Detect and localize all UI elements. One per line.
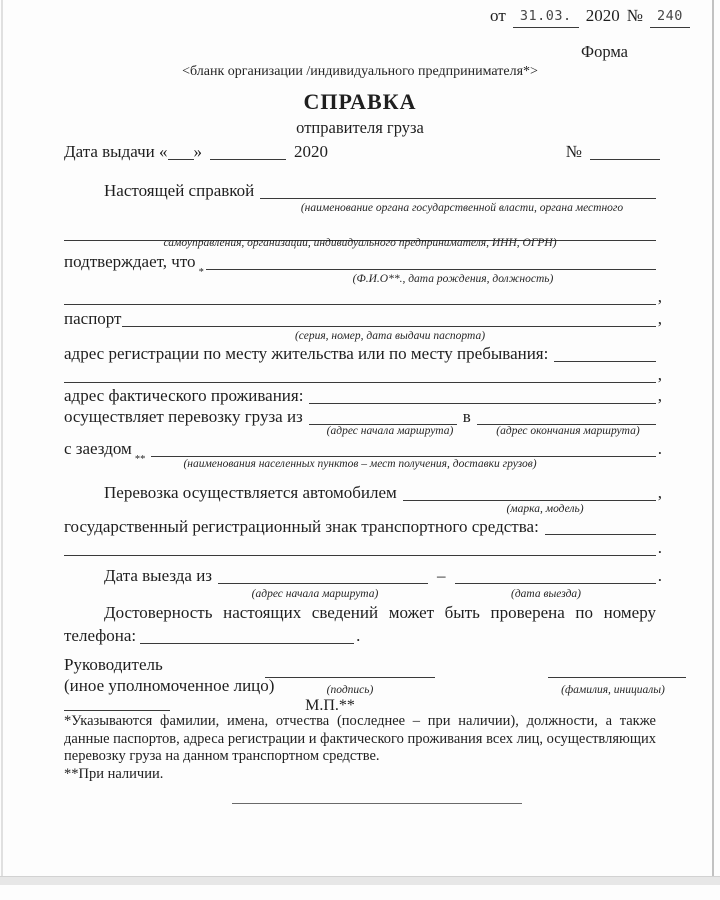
date-year: 2020	[585, 6, 620, 25]
issue-number-blank	[590, 144, 660, 160]
date-blank-bottom	[64, 710, 170, 711]
verification-line: Достоверность настоящих сведений может быть проверена по номеру	[104, 603, 656, 622]
intro-label: Настоящей справкой	[104, 181, 255, 200]
vehicle-label: Перевозка осуществляется автомобилем	[104, 483, 397, 502]
confirm-row: подтверждает, что *	[64, 251, 656, 273]
trailing-period: .	[657, 538, 662, 557]
confirm-continuation-row	[64, 286, 662, 308]
signatory-title-line1: Руководитель	[64, 655, 163, 674]
page-right-edge	[712, 0, 714, 876]
departure-row	[64, 565, 662, 587]
confirm-caption: (Ф.И.О**., дата рождения, должность)	[352, 273, 554, 285]
plate-continuation-blank	[64, 540, 656, 556]
detour-caption: (наименования населенных пунктов – мест получения, доставки грузов)	[183, 458, 537, 470]
trailing-period: .	[657, 566, 662, 585]
registration-label: адрес регистрации по месту жительства или по месту пребывания:	[64, 344, 549, 363]
departure-start-caption: (адрес начала маршрута)	[251, 588, 379, 600]
route-label: осуществляет перевозку груза из	[64, 407, 303, 426]
footnote-double-asterisk: **При наличии.	[64, 766, 164, 782]
doc-date-number-row	[490, 4, 690, 28]
route-start-blank	[309, 409, 457, 425]
route-end-caption: (адрес окончания маршрута)	[496, 425, 640, 437]
number-field	[650, 3, 690, 28]
signature-caption: (подпись)	[326, 684, 374, 696]
confirm-label: подтверждает, что	[64, 252, 196, 271]
bottom-separator-line	[232, 803, 522, 804]
number-value: 240	[657, 8, 683, 24]
intro-caption-1: (наименование органа государственной власти, органа местного	[300, 202, 624, 214]
detour-blank	[151, 441, 655, 457]
doc-subtitle: отправителя груза	[296, 118, 424, 137]
registration-blank	[554, 346, 656, 362]
vehicle-blank	[403, 485, 656, 501]
date-field	[513, 3, 579, 28]
phone-blank	[140, 628, 354, 644]
route-start-caption: (адрес начала маршрута)	[326, 425, 454, 437]
letterhead-placeholder: <бланк организации /индивидуального предпринимателя*>	[182, 64, 538, 79]
plate-row	[64, 516, 656, 538]
passport-label: паспорт	[64, 309, 122, 328]
vehicle-row	[64, 482, 662, 504]
issue-date-row	[64, 141, 660, 163]
residence-blank	[309, 388, 655, 404]
residence-row	[64, 385, 662, 407]
passport-blank	[122, 311, 656, 327]
plate-label: государственный регистрационный знак транспортного средства:	[64, 517, 539, 536]
name-blank	[548, 677, 686, 678]
form-label: Форма	[581, 42, 628, 61]
footnote-asterisk: *Указываются фамилии, имена, отчества (последнее – при наличии), должности, а также данные паспортов, адреса регистрации и фактического проживания всех лиц, осуществляющих перевозку груза на данном транспортном средстве.	[64, 713, 656, 764]
page-break-band	[0, 876, 720, 885]
confirm-continuation-blank	[64, 289, 656, 305]
residence-label: адрес фактического проживания:	[64, 386, 304, 405]
registration-continuation-row	[64, 364, 662, 386]
issue-date-label: Дата выдачи «	[64, 142, 168, 161]
signature-blank	[265, 677, 435, 678]
departure-start-blank	[218, 568, 428, 584]
trailing-comma: ,	[657, 483, 662, 502]
departure-date-blank	[455, 568, 656, 584]
intro-row	[64, 180, 656, 202]
trailing-period: .	[356, 626, 361, 645]
trailing-comma: ,	[657, 365, 662, 384]
registration-continuation-blank	[64, 367, 656, 383]
phone-label: телефона:	[64, 626, 137, 645]
detour-row: с заездом ** .	[64, 439, 662, 465]
departure-dash: –	[437, 566, 446, 585]
phone-row	[64, 625, 656, 647]
trailing-comma: ,	[657, 309, 662, 328]
issue-number-sign: №	[565, 142, 582, 161]
departure-date-caption: (дата выезда)	[511, 588, 581, 600]
route-end-blank	[477, 409, 656, 425]
intro-blank	[260, 183, 656, 199]
doc-title: СПРАВКА	[303, 89, 417, 114]
route-to-label: в	[462, 407, 471, 426]
intro-caption-2: самоуправления, организации, индивидуального предпринимателя, ИНН, ОГРН)	[163, 237, 557, 249]
date-prefix: от	[490, 6, 506, 25]
confirm-blank	[206, 254, 656, 270]
page-left-edge	[1, 0, 3, 876]
trailing-period: .	[657, 439, 662, 458]
trailing-comma: ,	[657, 287, 662, 306]
trailing-comma: ,	[657, 386, 662, 405]
issue-quote-close: »	[193, 142, 202, 161]
detour-label: с заездом	[64, 439, 132, 458]
plate-continuation-row	[64, 537, 662, 559]
issue-day-blank	[168, 144, 194, 160]
vehicle-caption: (марка, модель)	[506, 503, 584, 515]
departure-label: Дата выезда из	[104, 566, 213, 585]
registration-row	[64, 343, 656, 365]
stamp-place-label: М.П.**	[305, 697, 355, 714]
passport-caption: (серия, номер, дата выдачи паспорта)	[294, 330, 486, 342]
date-value: 31.03.	[519, 8, 572, 24]
plate-blank	[545, 519, 656, 535]
number-sign: №	[626, 6, 643, 25]
signatory-title-line2: (иное уполномоченное лицо)	[64, 676, 275, 695]
passport-row	[64, 308, 662, 330]
issue-month-blank	[210, 144, 286, 160]
name-caption: (фамилия, инициалы)	[561, 684, 665, 696]
issue-year: 2020	[294, 142, 328, 161]
